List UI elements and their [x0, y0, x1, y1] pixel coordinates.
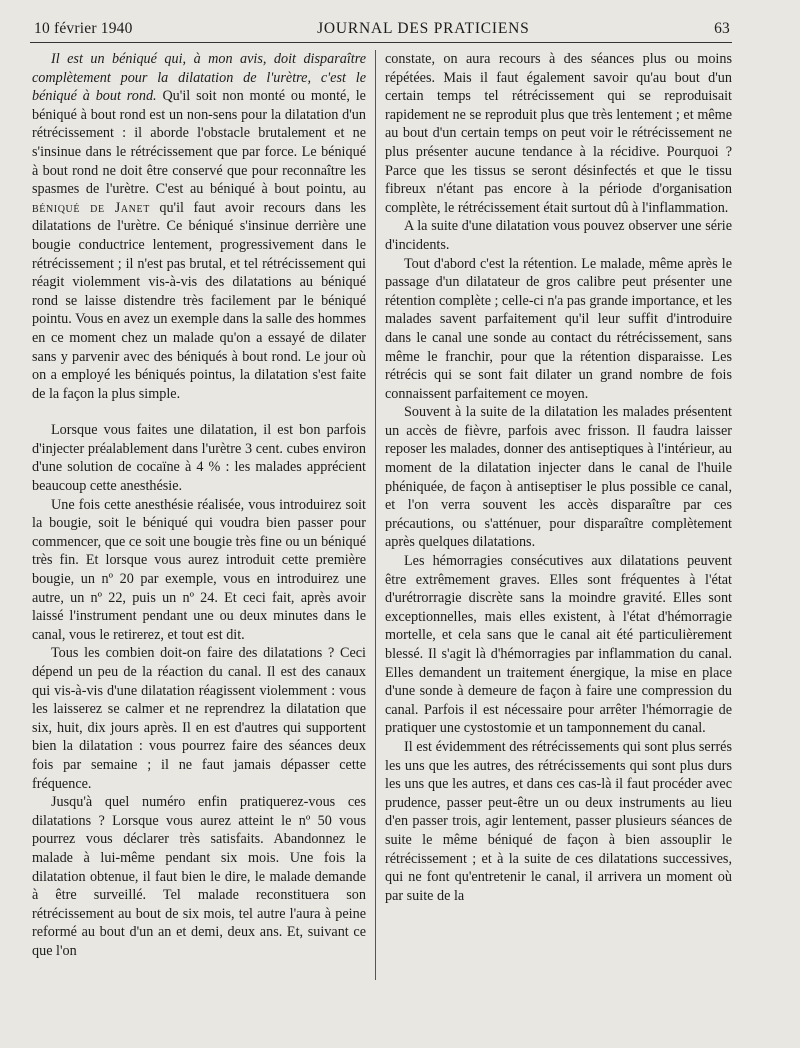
paragraph-text: qu'il faut avoir recours dans les dilatations de l'urètre. Ce béniqué s'insinue derrière une bougie conductrice lentement, progressivement dans le rétrécissement ; il n'est pas brutal, et tel rétrécissement qui réagit violemment vis-à-vis des dilatations au béniqué rond se laisse distendre très facilement par le béniqué pointu. Vous en avez un exemple dans la salle des hommes en ce moment chez un malade qu'on a essayé de dilater sans y parvenir avec des béniqués à bout rond. Le jour où on a employé les béniqués pointus, la dilatation s'est faite de la façon la plus simple.	[32, 199, 366, 402]
paragraph: Une fois cette anesthésie réalisée, vous introduirez soit la bougie, soit le béniqué qui voudra bien passer pour commencer, que ce soit une bougie très fine ou un béniqué très fin. Et lorsque vous aurez introduit cette première bougie, un nº 20 par exemple, vous en introduirez une autre, un nº 22, puis un nº 24. Et ceci fait, après avoir laissé l'instrument pendant une ou deux minutes dans le canal, vous le retirerez, et tout est dit.	[32, 496, 366, 643]
running-header	[34, 18, 730, 40]
issue-date: 10 février 1940	[34, 20, 133, 37]
right-column	[385, 50, 732, 905]
paragraph: constate, on aura recours à des séances plus ou moins répétées. Mais il faut également savoir qu'au bout d'un certain temps tel rétrécissement qui se reproduisait rapidement ne se reproduit plus que très lentement ; et même au bout d'un certain temps on peut voir le rétrécissement ne plus présenter aucune tendance à la récidive. Pourquoi ? Parce que les tissus se seront désinfectés et que le tissu fibreux n'étant pas encore à la période d'organisation complète, le rétrécissement était surtout dû à l'inflammation.	[385, 51, 732, 216]
paragraph: Les hémorragies consécutives aux dilatations peuvent être extrêmement graves. Elles sont fréquentes à l'état d'urétrorragie discrète sans la moindre gravité. Elles sont exceptionnelles, mais elles existent, à l'état d'hémorragie mortelle, et cela sans que le canal ait été particulièrement blessé. Il s'agit là d'hémorragies par inflammation du canal. Elles demandent un traitement énergique, la mise en place d'une sonde à demeure de façon à faire une compression du canal. Parfois il est nécessaire pour arrêter l'hémorragie de pratiquer une cystostomie et un tamponnement du canal.	[385, 553, 732, 737]
paragraph: Lorsque vous faites une dilatation, il est bon parfois d'injecter préalablement dans l'urètre 3 cent. cubes environ d'une solution de cocaïne à 4 % : les malades apprécient beaucoup cette anesthésie.	[32, 422, 366, 495]
column-divider	[375, 50, 376, 980]
italic-lead: Il est un béniqué qui, à mon avis, doit disparaître complètement pour la dilatation de l'urètre, c'est le béniqué à bout rond.	[32, 51, 366, 105]
small-caps-term: béniqué de Janet	[32, 199, 150, 216]
paragraph-text: Qu'il soit non monté ou monté, le béniqué à bout rond est un non-sens pour la dilatation d'un rétrécissement : il aborde l'obstacle brutalement et ne s'insinue dans le rétrécissement que par force. Le béniqué à bout rond ne doit être conservé que pour reconnaître les spasmes de l'urètre. C'est au béniqué à bout pointu, au	[32, 88, 366, 198]
paragraph	[32, 50, 366, 403]
paragraph: Souvent à la suite de la dilatation les malades présentent un accès de fièvre, parfois avec frisson. Il faudra laisser reposer les malades, donner des antiseptiques à l'intérieur, au moment de la dilatation injecter dans le canal de l'huile phéniquée, de façon à antiseptiser le plus possible ce canal, et l'on verra souvent les accès disparaître par ces précautions, ou s'atténuer, pour disparaître complètement après quelques dilatations.	[385, 404, 732, 551]
paragraph: A la suite d'une dilatation vous pouvez observer une série d'incidents.	[385, 218, 732, 253]
paragraph: Tout d'abord c'est la rétention. Le malade, même après le passage d'un dilatateur de gros calibre peut présenter une rétention complète ; celle-ci n'a pas grande importance, et les malades savent parfaitement qu'il leur suffit d'introduire dans le canal une sonde au contact du rétrécissement, sans même le franchir, pour que la rétention disparaisse. Les rétrécis qui se sont fait dilater un grand nombre de fois connaissent parfaitement ce moyen.	[385, 255, 732, 402]
journal-title: JOURNAL DES PRATICIENS	[317, 20, 530, 37]
page-number: 63	[714, 20, 730, 37]
paragraph: Tous les combien doit-on faire des dilatations ? Ceci dépend un peu de la réaction du canal. Il est des canaux qui vis-à-vis d'une dilatation réagissent violemment : vous les laisserez se calmer et ne reprendrez la dilatation que six, huit, dix jours après. Il en est d'autres qui supportent bien la dilatation : vous pourrez faire des séances deux fois par semaine ; il ne faut jamais dépasser cette fréquence.	[32, 645, 366, 792]
paragraph: Jusqu'à quel numéro enfin pratiquerez-vous ces dilatations ? Lorsque vous aurez atteint le nº 50 vous pourrez vous déclarer très satisfaits. Abandonnez le malade à lui-même pendant six mois. Une fois la dilatation obtenue, il faut bien le dire, le malade demande à être surveillé. Tel malade reconstituera son rétrécissement au bout de six mois, tel autre l'aura à peine reformé au bout d'un an et demi, deux ans. Et, suivant ce que l'on	[32, 794, 366, 959]
header-rule	[30, 42, 732, 43]
left-column	[32, 50, 366, 961]
paragraph: Il est évidemment des rétrécissements qui sont plus serrés les uns que les autres, des rétrécissements qui sont plus durs les uns que les autres, et dans ces cas-là il faut procéder avec prudence, passer peut-être un ou deux instruments au lieu d'en passer trois, agir lentement, passer plusieurs séances de suite le même béniqué de façon à bien assouplir le rétrécissement ; et à la suite de ces dilatations successives, qui ne font qu'entretenir le canal, il arrivera un moment où par suite de la	[385, 738, 732, 904]
